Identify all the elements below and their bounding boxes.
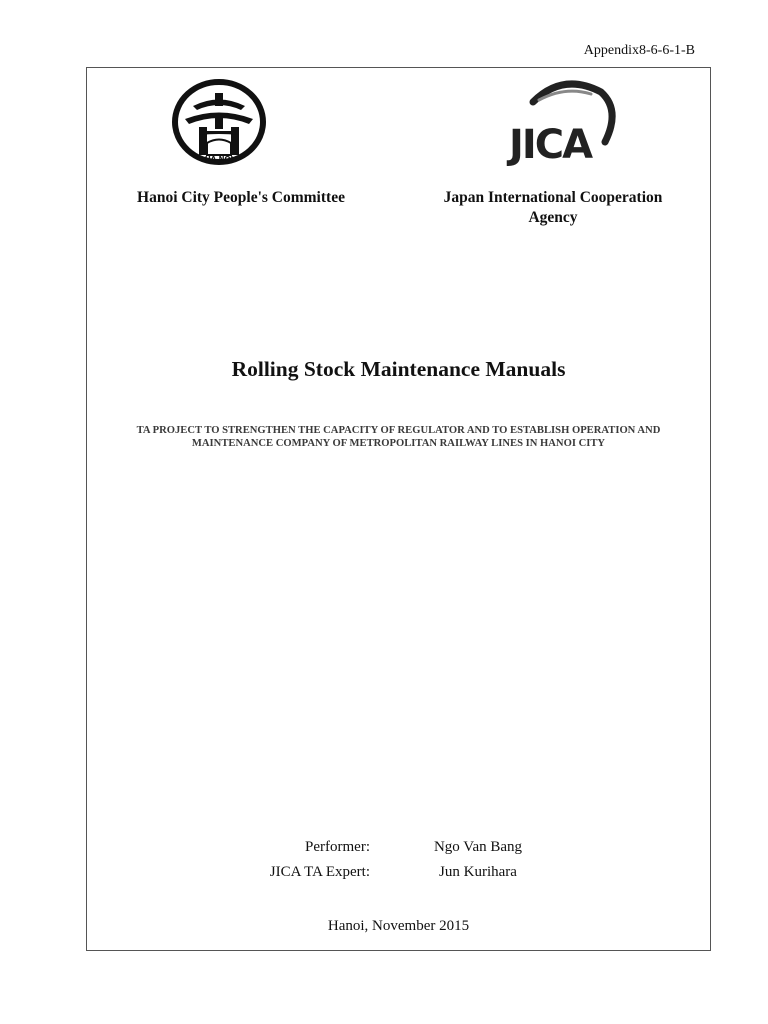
hanoi-emblem-text: HÀ NỘI (204, 155, 234, 163)
org-jica (430, 188, 676, 228)
performer-label: Performer: (305, 839, 370, 855)
appendix-reference: Appendix8-6-6-1-B (583, 43, 695, 58)
project-subtitle-line2: MAINTENANCE COMPANY OF METROPOLITAN RAILWAY LINES IN HANOI CITY (191, 438, 606, 449)
org-jica-line1: Japan International Cooperation (443, 189, 663, 206)
performer-name: Ngo Van Bang (433, 839, 523, 855)
project-subtitle (96, 424, 701, 450)
jica-logo-text: JICA (509, 122, 592, 166)
hanoi-emblem-icon (171, 79, 267, 167)
expert-label: JICA TA Expert: (269, 864, 370, 880)
org-hanoi-committee: Hanoi City People's Committee (137, 189, 345, 206)
org-jica-line2: Agency (528, 209, 578, 226)
jica-logo-icon (505, 80, 617, 166)
document-title: Rolling Stock Maintenance Manuals (231, 357, 566, 381)
place-date: Hanoi, November 2015 (327, 918, 470, 934)
expert-name: Jun Kurihara (439, 864, 517, 880)
project-subtitle-line1: TA PROJECT TO STRENGTHEN THE CAPACITY OF REGULATOR AND TO ESTABLISH OPERATION AND (136, 425, 661, 436)
